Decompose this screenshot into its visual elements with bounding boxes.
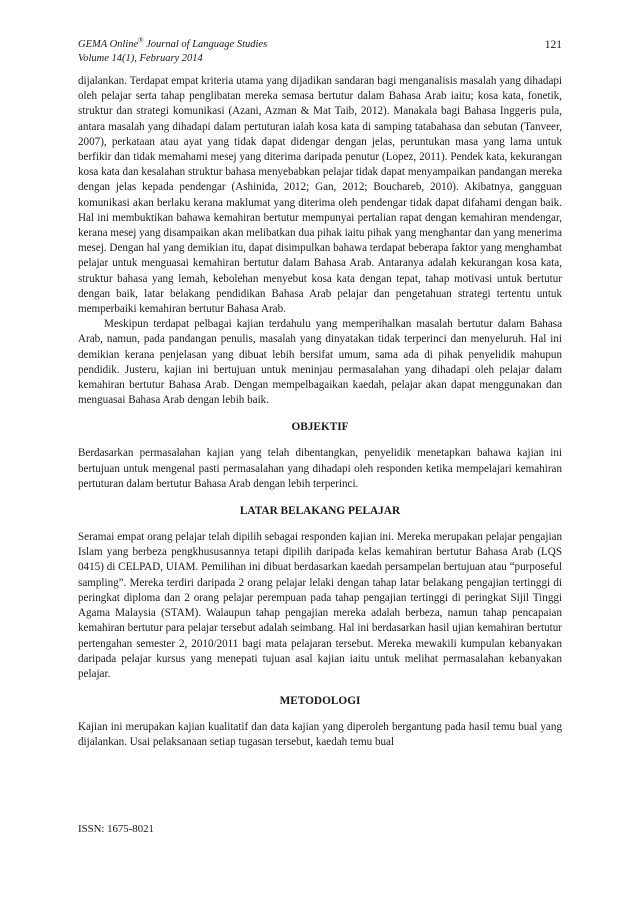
journal-name: GEMA Online — [78, 39, 139, 50]
journal-name-rest: Journal of Language Studies — [143, 39, 268, 50]
issn-footer: ISSN: 1675-8021 — [78, 823, 154, 835]
body-paragraph: dijalankan. Terdapat empat kriteria utama yang dijadikan sandaran bagi menganalisis masalah yang dihadapi oleh pelajar serta tahap penglibatan mereka semasa bertutur dalam Bahasa Arab iaitu; kosa kata, fonetik, struktur dan strategi komunikasi (Azani, Azman & Mat Taib, 2012). Manakala bagi Bahasa Inggeris pula, antara masalah yang dihadapi dalam pertuturan ialah kosa kata di samping tatabahasa dan sebutan (Tanveer, 2007), perkataan atau ayat yang tidak dapat didengar dengan jelas, peruntukan masa yang lama untuk berfikir dan tidak memahami mesej yang diterima daripada penutur (Lopez, 2011). Pendek kata, kekurangan kosa kata dan kesalahan struktur bahasa menyebabkan pelajar tidak dapat menyampaikan pandangan mereka dengan jelas kepada pendengar (Ashinida, 2012; Gan, 2012; Bouchareb, 2010). Akibatnya, gangguan komunikasi akan berlaku kerana maklumat yang diterima oleh pendengar tidak dapat difahami dengan baik. Hal ini membuktikan bahawa kemahiran bertutur mempunyai pertalian rapat dengan kemahiran mendengar, kerana mesej yang disampaikan akan melibatkan dua pihak iaitu pihak yang menghantar dan yang menerima mesej. Dengan hal yang demikian itu, dapat disimpulkan bahawa terdapat beberapa faktor yang menghambat pelajar untuk menguasai kemahiran bertutur dalam Bahasa Arab. Antaranya adalah kekurangan kosa kata, struktur bahasa yang lemah, kebolehan menyebut kosa kata dengan tepat, tahap motivasi untuk bertutur dengan baik, latar belakang pendidikan Bahasa Arab pelajar dan pengetahuan strategi tertentu untuk memperbaiki kemahiran bertutur Bahasa Arab. — [78, 75, 562, 316]
section-heading: LATAR BELAKANG PELAJAR — [239, 505, 401, 518]
section-heading: METODOLOGI — [279, 695, 361, 708]
body-paragraph: Kajian ini merupakan kajian kualitatif dan data kajian yang diperoleh bergantung pada hasil temu bual yang dijalankan. Usai pelaksanaan setiap tugasan tersebut, kaedah temu bual — [78, 721, 562, 749]
running-header — [78, 38, 562, 66]
body-content — [78, 74, 562, 751]
body-paragraph: Seramai empat orang pelajar telah dipilih sebagai responden kajian ini. Mereka merupakan pelajar pengajian Islam yang berbeza pengkhususannya tetapi dipilih daripada kelas kemahiran bertutur Bahasa Arab (LQS 0415) di CELPAD, UIAM. Pemilihan ini dibuat berdasarkan kaedah persampelan bertujuan atau “purposeful sampling”. Mereka terdiri daripada 2 orang pelajar lelaki dengan tahap latar belakang pengajian tertinggi di peringkat diploma dan 2 orang pelajar perempuan pada tahap pengajian tertinggi di peringkat Sijil Tinggi Agama Malaysia (STAM). Walaupun tahap pengajian mereka adalah berbeza, namun tahap pencapaian kemahiran bertutur para pelajar tersebut adalah seimbang. Hal ini berdasarkan hasil ujian kemahiran bertutur pertengahan semester 2, 2010/2011 bagi mata pelajaran tersebut. Mereka mewakili kumpulan kebanyakan daripada pelajar kursus yang menepati tujuan asal kajian iaitu untuk melihat permasalahan kebanyakan pelajar. — [78, 531, 562, 680]
body-paragraph: Berdasarkan permasalahan kajian yang telah dibentangkan, penyelidik menetapkan bahawa kajian ini bertujuan untuk mengenal pasti permasalahan yang dihadapi oleh responden ketika mempelajari kemahiran pertuturan dalam bertutur Bahasa Arab dengan lebih terperinci. — [78, 447, 562, 490]
paper-page — [78, 38, 562, 751]
page-number: 121 — [544, 39, 562, 51]
journal-title — [78, 38, 562, 52]
section-heading: OBJEKTIF — [291, 421, 349, 434]
registered-mark: ® — [138, 36, 144, 45]
body-paragraph: Meskipun terdapat pelbagai kajian terdahulu yang memperihalkan masalah bertutur dalam Bahasa Arab, namun, pada pandangan penulis, masalah yang dinyatakan tidak terperinci dan menyeluruh. Hal ini demikian kerana penjelasan yang dibuat lebih bersifat umum, sama ada di pihak penyelidik mahupun pendidik. Justeru, kajian ini bertujuan untuk meninjau permasalahan yang dihadapi oleh pelajar dalam kemahiran bertutur Bahasa Arab. Dengan mempelbagaikan kaedah, pelajar akan dapat menggunakan dan menguasai Bahasa Arab dengan lebih baik. — [78, 318, 562, 407]
journal-volume: Volume 14(1), February 2014 — [78, 53, 203, 64]
